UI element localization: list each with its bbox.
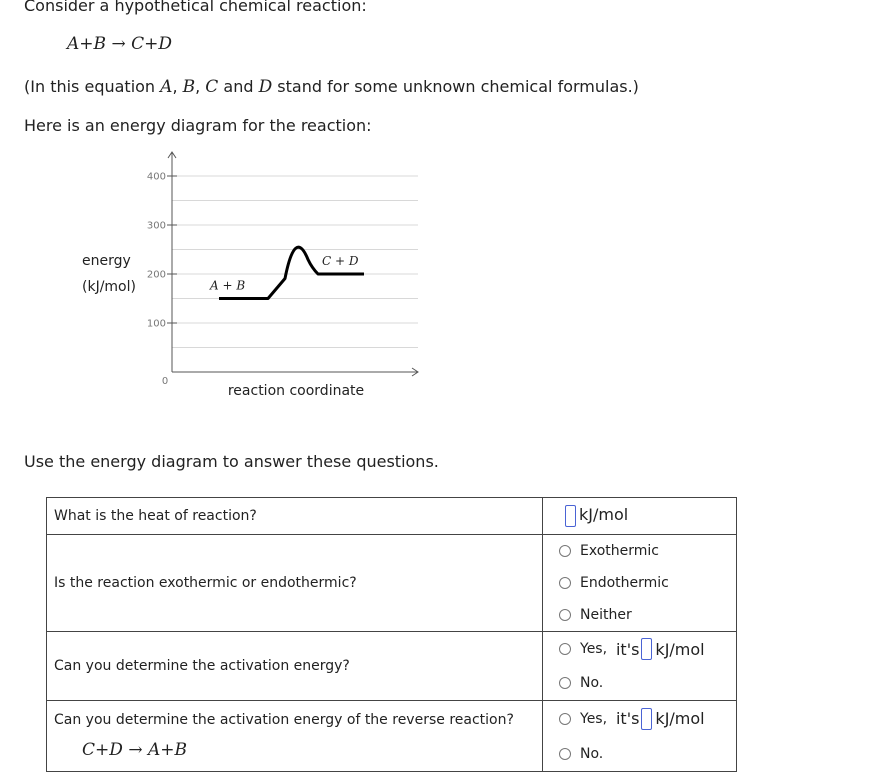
eq-arrow: →: [111, 34, 126, 54]
note-sep: ,: [195, 77, 206, 96]
y-tick-label: 200: [146, 269, 166, 281]
no-label: No.: [580, 745, 604, 762]
unit-label: kJ/mol: [655, 709, 705, 728]
q4-text: Can you determine the activation energy of the reverse reaction?: [54, 712, 514, 728]
eq-b: B: [93, 34, 107, 54]
equation-note: [24, 77, 639, 97]
note-c: C: [205, 77, 219, 97]
q3-answer: [543, 632, 737, 701]
neither-label: Neither: [580, 607, 632, 623]
question-row: [47, 498, 737, 535]
q4-answer: [543, 701, 737, 772]
note-b: B: [182, 77, 196, 97]
eq-arrow: →: [128, 740, 143, 760]
activation-yes-radio[interactable]: [559, 643, 571, 655]
neither-radio[interactable]: [559, 609, 571, 621]
activation-no-option[interactable]: [559, 666, 736, 700]
reverse-activation-energy-input[interactable]: [641, 708, 652, 730]
eq-c: C: [131, 34, 145, 54]
diagram-intro: Here is an energy diagram for the reaction:: [24, 116, 372, 135]
q2-answer: [543, 535, 737, 632]
eq-a: A: [147, 740, 161, 760]
eq-a: A: [67, 34, 80, 54]
q3-text: Can you determine the activation energy?: [47, 632, 543, 701]
endothermic-radio[interactable]: [559, 577, 571, 589]
y-tick-label: 400: [146, 171, 166, 183]
note-pre: (In this equation: [24, 77, 161, 96]
question-row: [47, 701, 737, 772]
activation-yes-option[interactable]: [559, 632, 736, 666]
eq-plus: +: [160, 740, 175, 760]
note-d: D: [258, 77, 273, 97]
reverse-equation: [54, 740, 542, 760]
origin-label: 0: [161, 376, 169, 387]
eq-plus: +: [95, 740, 110, 760]
eq-d: D: [109, 740, 123, 760]
reverse-no-radio[interactable]: [559, 748, 571, 760]
question-row: [47, 632, 737, 701]
yes-label: Yes,: [580, 641, 608, 657]
reverse-yes-option[interactable]: [559, 701, 736, 736]
no-label: No.: [580, 675, 604, 691]
eq-plus: +: [144, 34, 159, 54]
note-and: and: [218, 77, 259, 96]
exothermic-radio[interactable]: [559, 545, 571, 557]
exothermic-option[interactable]: [559, 535, 736, 567]
q1-unit: kJ/mol: [579, 505, 629, 524]
its-label: it's: [615, 639, 640, 659]
intro-text: Consider a hypothetical chemical reaction:: [24, 0, 367, 15]
reaction-equation: [67, 34, 172, 54]
y-tick-label: 300: [146, 220, 166, 232]
note-a: A: [160, 77, 173, 97]
endothermic-label: Endothermic: [580, 575, 669, 591]
activation-energy-input[interactable]: [641, 638, 652, 660]
reactants-label: A + B: [210, 278, 246, 293]
q1-answer: [543, 498, 737, 535]
eq-d: D: [158, 34, 172, 54]
eq-c: C: [82, 740, 96, 760]
its-label: it's: [615, 709, 640, 728]
eq-b: B: [174, 740, 187, 760]
unit-label: kJ/mol: [655, 639, 705, 659]
question-row: [47, 535, 737, 632]
note-sep: ,: [172, 77, 183, 96]
questions-table: [46, 497, 737, 772]
reverse-no-option[interactable]: [559, 736, 736, 771]
exothermic-label: Exothermic: [580, 543, 659, 559]
heat-of-reaction-input[interactable]: [565, 505, 576, 527]
x-axis-label: reaction coordinate: [227, 383, 365, 399]
q4-cell: [47, 701, 543, 772]
reverse-yes-radio[interactable]: [559, 713, 571, 725]
neither-option[interactable]: [559, 599, 736, 631]
y-axis-label: (kJ/mol): [82, 279, 136, 295]
eq-plus: +: [79, 34, 94, 54]
q2-text: Is the reaction exothermic or endothermic?: [47, 535, 543, 632]
q1-text: What is the heat of reaction?: [47, 498, 543, 535]
note-post: stand for some unknown chemical formulas.): [272, 77, 639, 96]
products-label: C + D: [322, 254, 359, 268]
energy-diagram: [60, 140, 440, 410]
endothermic-option[interactable]: [559, 567, 736, 599]
questions-intro: Use the energy diagram to answer these questions.: [24, 452, 439, 471]
yes-label: Yes,: [580, 710, 608, 727]
y-axis-label: energy: [82, 253, 131, 269]
y-tick-label: 100: [146, 318, 166, 330]
activation-no-radio[interactable]: [559, 677, 571, 689]
